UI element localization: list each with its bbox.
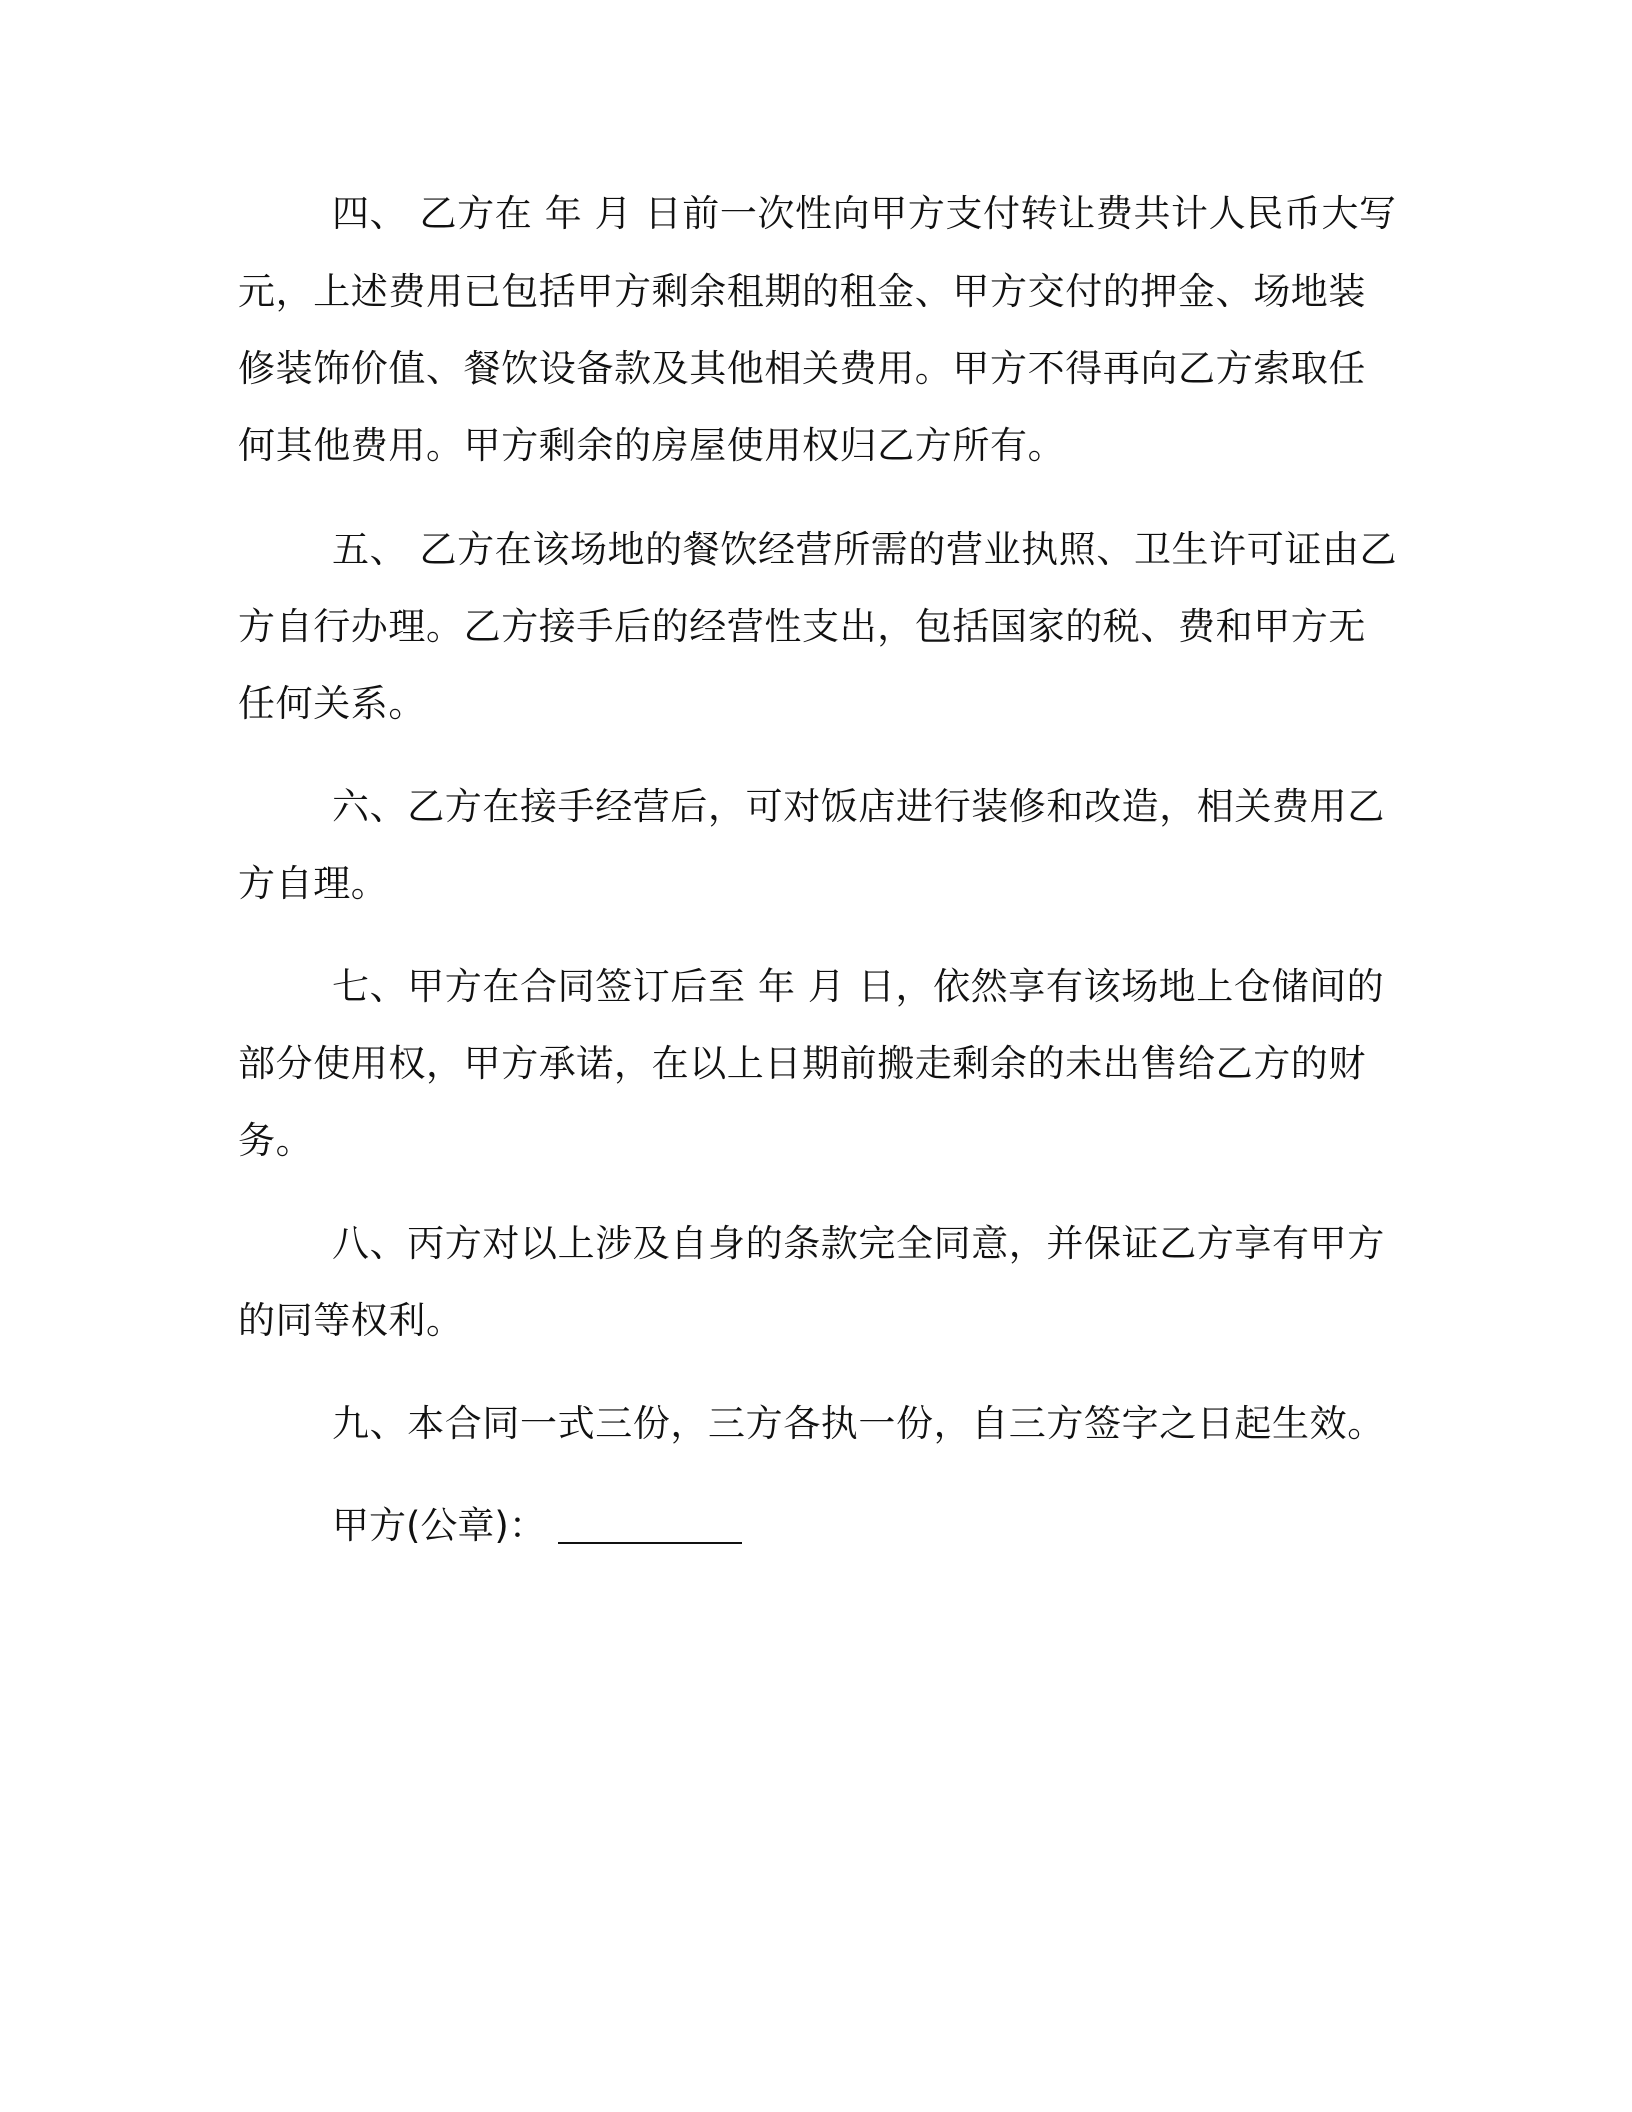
clause-5-line-1: 五、 乙方在该场地的餐饮经营所需的营业执照、卫生许可证由乙 [332, 528, 1398, 571]
signature-label: 甲方(公章)： [332, 1504, 546, 1547]
clause-7-line-1: 七、甲方在合同签订后至 年 月 日，依然享有该场地上仓储间的 [332, 965, 1385, 1008]
clause-7-line-3: 务。 [238, 1119, 314, 1162]
clause-6-line-1: 六、乙方在接手经营后，可对饭店进行装修和改造，相关费用乙 [332, 785, 1385, 828]
clause-4-line-1: 四、 乙方在 年 月 日前一次性向甲方支付转让费共计人民币大写 [332, 192, 1397, 235]
clause-5-line-2: 方自行办理。乙方接手后的经营性支出，包括国家的税、费和甲方无 [238, 605, 1366, 648]
clause-7-line-2: 部分使用权，甲方承诺，在以上日期前搬走剩余的未出售给乙方的财 [238, 1042, 1366, 1085]
signature-blank-line [558, 1504, 742, 1544]
clause-4-line-4: 何其他费用。甲方剩余的房屋使用权归乙方所有。 [238, 424, 1066, 467]
clause-5-line-3: 任何关系。 [238, 682, 426, 725]
clause-4-line-3: 修装饰价值、餐饮设备款及其他相关费用。甲方不得再向乙方索取任 [238, 347, 1366, 390]
clause-6-line-2: 方自理。 [238, 862, 389, 905]
clause-9-line-1: 九、本合同一式三份，三方各执一份，自三方签字之日起生效。 [332, 1402, 1385, 1445]
clause-8-line-1: 八、丙方对以上涉及自身的条款完全同意，并保证乙方享有甲方 [332, 1222, 1385, 1265]
clause-8-line-2: 的同等权利。 [238, 1299, 464, 1342]
clause-4-line-2: 元，上述费用已包括甲方剩余租期的租金、甲方交付的押金、场地装 [238, 270, 1366, 313]
signature-party-a [332, 1502, 742, 1550]
